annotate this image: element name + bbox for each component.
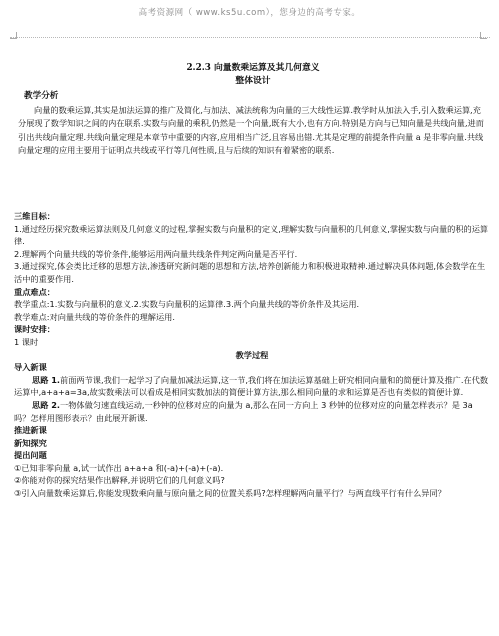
explore-heading: 新知探究 (14, 437, 47, 448)
idea-2-label: 思路 2. (32, 399, 61, 410)
analysis-heading: 教学分析 (24, 91, 59, 101)
goal-item-1: 1.通过经历探究数乘运算法则及几何意义的过程,掌握实数与向量积的定义,理解实数与向量积的几何意义,掌握实数与向量的积的运算律. (14, 223, 489, 247)
schedule-text: 1 课时 (14, 336, 39, 347)
schedule-heading: 课时安排： (14, 324, 55, 335)
question-3: ③引入向量数乘运算后,你能发现数乘向量与原向量之间的位置关系吗?怎样理解两向量平行？与两直线平行有什么异同？ (14, 488, 446, 499)
intro-heading: 导入新课 (14, 362, 47, 373)
process-heading: 教学过程 (235, 349, 269, 360)
analysis-paragraph: 向量的数乘运算,其实是加法运算的推广及简化,与加法、减法统称为向量的三大线性运算.教学时从加法入手,引入数乘运算,充分展现了数学知识之间的内在联系.实数与向量的乘积,仍然是一个向量,既有大小,也有方向.特别是方向与已知向量是共线向量,进而引出共线向量定理.共线向量定理是本章节中重要的内容,应用相当广泛,且容易出错.尤其是定理的前提条件向量 a 是非零向量.共线向量定理的应用主要用于证明点共线或平行等几何性质,且与后续的知识有着紧密的联系. (18, 104, 484, 155)
lesson-body (14, 210, 490, 500)
question-1: ①已知非零向量 a,试一试作出 a+a+a 和(-a)+(-a)+(-a). (14, 462, 224, 473)
idea-1-paragraph (14, 374, 490, 399)
crop-mark-left (10, 32, 17, 39)
ask-heading: 提出问题 (14, 450, 47, 461)
header-divider (10, 37, 490, 38)
analysis-section (18, 104, 488, 158)
design-title: 整体设计 (235, 76, 271, 86)
idea-1-label: 思路 1. (32, 374, 61, 385)
keypoint-heading: 重点难点： (14, 286, 55, 297)
lesson-title: 2.2.3 向量数乘运算及其几何意义 (186, 63, 320, 73)
new-lesson-heading: 推进新课 (14, 425, 47, 436)
idea-2-text: 一物体做匀速直线运动,一秒钟的位移对应的向量为 a,那么在同一方向上 3 秒钟的位移对应的向量怎样表示？是 3a 吗？怎样用图形表示？由此展开新课. (14, 399, 473, 423)
goal-item-3: 3.通过探究,体会类比迁移的思想方法,渗透研究新问题的思想和方法,培养创新能力和积极进取精神.通过解决具体问题,体会数学在生活中的重要作用. (14, 261, 486, 284)
goal-item-2: 2.理解两个向量共线的等价条件,能够运用两向量共线条件判定两向量是否平行. (14, 248, 298, 259)
idea-2-paragraph (14, 399, 490, 424)
question-2: ②你能对你的探究结果作出解释,并说明它们的几何意义吗? (14, 475, 225, 486)
difficulty-text: 教学难点:对向量共线的等价条件的理解运用. (14, 311, 175, 322)
page-header: 高考资源网（ www.ks5u.com），您身边的高考专家。 (138, 8, 361, 18)
idea-1-text: 前面两节课,我们一起学习了向量加减法运算,这一节,我们将在加法运算基础上研究相同向量和的简便计算及推广.在代数运算中,a+a+a=3a,故实数乘法可以看成是相同实数加法的简便计算方法,那么相同向量的求和运算是否也有类似的简便计算. (14, 374, 489, 398)
lesson-intro-box (18, 62, 488, 212)
crop-mark-right (480, 32, 487, 39)
keypoint-text: 教学重点:1.实数与向量积的意义.2.实数与向量积的运算律.3.两个向量共线的等价条件及其运用. (14, 299, 360, 310)
goals-heading: 三维目标： (14, 211, 55, 221)
